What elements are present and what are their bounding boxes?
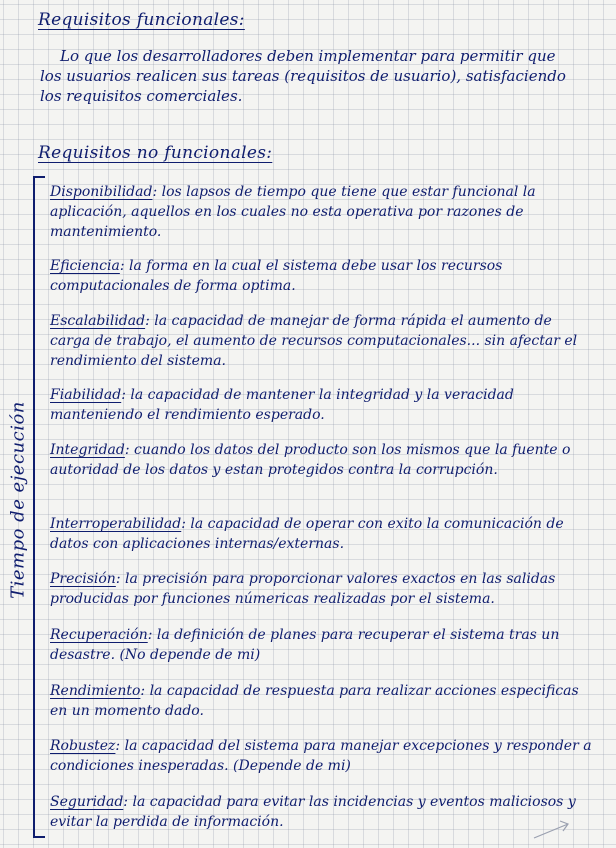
req-term: Robustez <box>50 738 116 754</box>
req-definition: la forma en la cual el sistema debe usar los recursos computacionales de forma optima. <box>50 258 503 294</box>
req-term: Seguridad <box>50 794 124 810</box>
req-precision: Precisión: la precisión para proporcionar valores exactos en las salidas producidas por funciones númericas realizadas por el sistema. <box>50 571 556 607</box>
req-term: Integridad <box>50 442 125 458</box>
req-term: Escalabilidad <box>50 313 146 329</box>
req-definition: cuando los datos del producto son los mismos que la fuente o autoridad de los datos y estan protegidos contra la corrupción. <box>50 442 571 478</box>
req-definition: la capacidad para evitar las incidencias y eventos maliciosos y evitar la perdida de información. <box>50 794 576 830</box>
req-term: Interroperabilidad <box>50 516 182 532</box>
arrow-doodle-icon <box>532 818 572 844</box>
req-seguridad: Seguridad: la capacidad para evitar las incidencias y eventos maliciosos y evitar la perdida de información. <box>50 794 576 830</box>
functional-heading: Requisitos funcionales: <box>38 10 245 30</box>
req-term: Recuperación <box>50 627 148 643</box>
req-integridad: Integridad: cuando los datos del producto son los mismos que la fuente o autoridad de los datos y estan protegidos contra la corrupción. <box>50 442 571 478</box>
req-rendimiento: Rendimiento: la capacidad de respuesta para realizar acciones especificas en un momento dado. <box>50 683 579 719</box>
runtime-bracket <box>33 176 45 838</box>
req-definition: la precisión para proporcionar valores exactos en las salidas producidas por funciones númericas realizadas por el sistema. <box>50 571 556 607</box>
req-recuperacion: Recuperación: la definición de planes para recuperar el sistema tras un desastre. (No depende de mi) <box>50 627 560 663</box>
req-definition: la capacidad de manejar de forma rápida el aumento de carga de trabajo, el aumento de recursos computacionales... sin afectar el rendimiento del sistema. <box>50 313 578 369</box>
req-term: Fiabilidad <box>50 387 122 403</box>
req-definition: los lapsos de tiempo que tiene que estar funcional la aplicación, aquellos en los cuales no esta operativa por razones de mantenimiento. <box>50 184 536 240</box>
req-term: Rendimiento <box>50 683 141 699</box>
req-escalabilidad: Escalabilidad: la capacidad de manejar de forma rápida el aumento de carga de trabajo, el aumento de recursos computacionales... sin afectar el rendimiento del sistema. <box>50 313 578 369</box>
req-disponibilidad: Disponibilidad: los lapsos de tiempo que tiene que estar funcional la aplicación, aquellos en los cuales no esta operativa por razones de mantenimiento. <box>50 184 536 240</box>
functional-description: Lo que los desarrolladores deben implementar para permitir que los usuarios realicen sus tareas (requisitos de usuario), satisfaciendo los requisitos comerciales. <box>40 47 566 105</box>
req-robustez: Robustez: la capacidad del sistema para manejar excepciones y responder a condiciones inesperadas. (Depende de mi) <box>50 738 592 774</box>
non-functional-heading: Requisitos no funcionales: <box>38 143 273 163</box>
req-term: Precisión <box>50 571 116 587</box>
runtime-side-label: Tiempo de ejecución <box>7 401 29 599</box>
req-fiabilidad: Fiabilidad: la capacidad de mantener la integridad y la veracidad manteniendo el rendimiento esperado. <box>50 387 514 423</box>
req-definition: la capacidad de mantener la integridad y la veracidad manteniendo el rendimiento esperado. <box>50 387 514 423</box>
req-eficiencia: Eficiencia: la forma en la cual el sistema debe usar los recursos computacionales de forma optima. <box>50 258 503 294</box>
req-definition: la capacidad de operar con exito la comunicación de datos con aplicaciones internas/externas. <box>50 516 564 552</box>
req-definition: la capacidad de respuesta para realizar acciones especificas en un momento dado. <box>50 683 579 719</box>
req-definition: la definición de planes para recuperar el sistema tras un desastre. (No depende de mi) <box>50 627 560 663</box>
req-interroperabilidad: Interroperabilidad: la capacidad de operar con exito la comunicación de datos con aplicaciones internas/externas. <box>50 516 564 552</box>
req-term: Eficiencia <box>50 258 120 274</box>
req-term: Disponibilidad <box>50 184 153 200</box>
req-definition: la capacidad del sistema para manejar excepciones y responder a condiciones inesperadas. (Depende de mi) <box>50 738 592 774</box>
